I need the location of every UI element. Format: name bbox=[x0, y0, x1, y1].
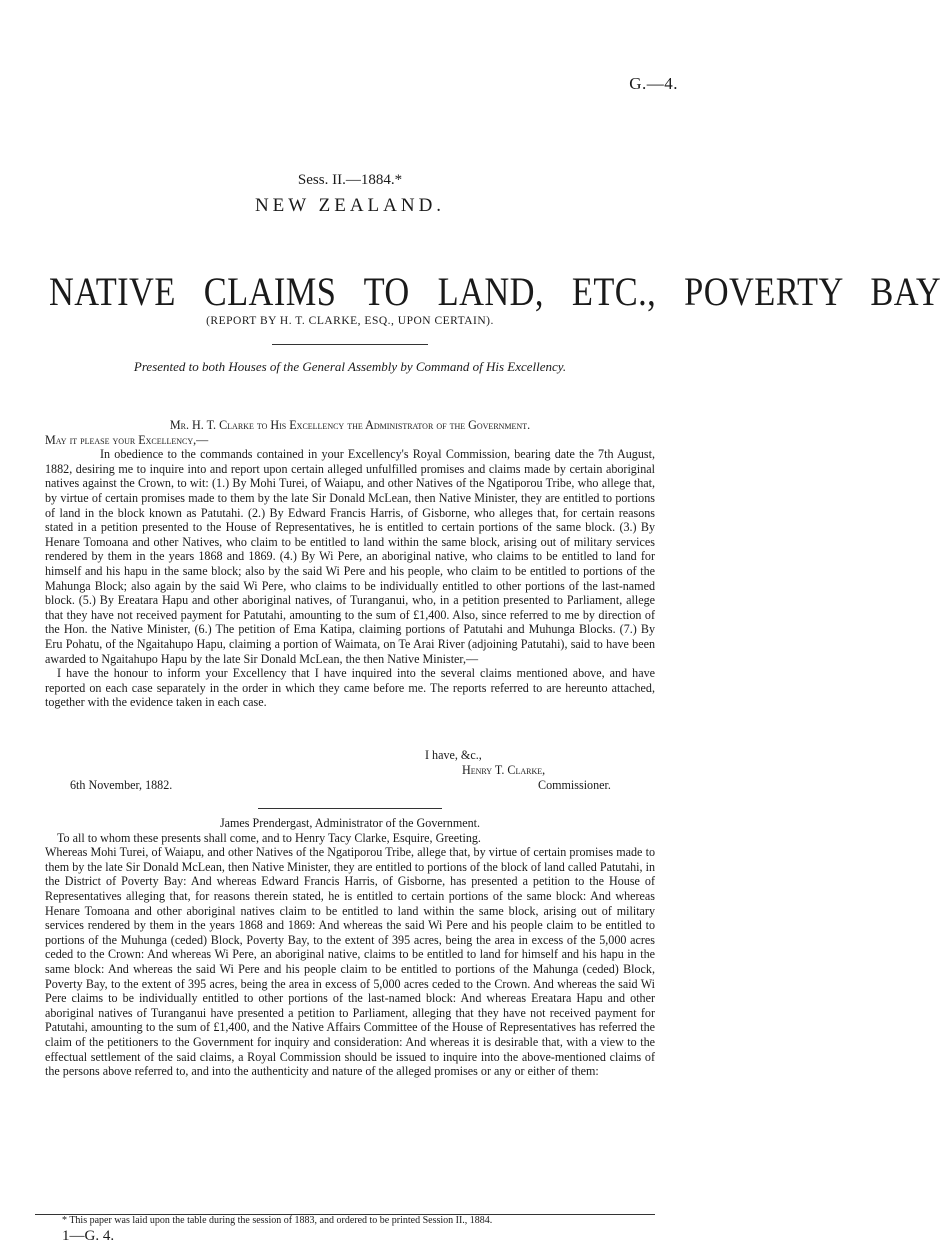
page-signature: 1—G. 4. bbox=[62, 1228, 115, 1244]
footnote: * This paper was laid upon the table during the session of 1883, and ordered to be printed Session II., 1884. bbox=[62, 1215, 493, 1226]
signatory-name: Henry T. Clarke, bbox=[462, 763, 546, 777]
page-subtitle: (REPORT BY H. T. CLARKE, ESQ., UPON CERTAIN). bbox=[206, 315, 494, 327]
report-letter bbox=[45, 418, 655, 710]
letter-date: 6th November, 1882. bbox=[70, 778, 173, 792]
closing-line: I have, &c., bbox=[425, 748, 482, 762]
commission-greeting: To all to whom these presents shall come, and to Henry Tacy Clarke, Esquire, Greeting. bbox=[57, 830, 481, 845]
commission-heading: James Prendergast, Administrator of the Government. bbox=[219, 816, 481, 830]
presented-note: Presented to both Houses of the General Assembly by Command of His Excellency. bbox=[133, 359, 567, 374]
letter-paragraph: In obedience to the commands contained in your Excellency's Royal Commission, bearing date the 7th August, 1882, desiring me to inquire into and report upon certain alleged unfulfilled promises and claims made by certain aboriginal natives against the Crown, to wit: (1.) By Mohi Turei, of Waiapu, and other Natives of the Ngatiporou Tribe, who allege that, by virtue of certain promises made to them by the late Sir Donald McLean, then Native Minister, they are entitled to portions of land in the block known as Patutahi. (2.) By Edward Francis Harris, of Gisborne, who alleges that, for certain reasons stated in a petition presented to the House of Representatives, he is entitled to certain portions of the same block. (3.) By Henare Tomoana and other Natives, who claim to be entitled to land within the same block, arising out of military services rendered by them in the years 1868 and 1869. (4.) By Wi Pere, an aboriginal native, who claims to be entitled to land for himself and his hapu in the same block; also by the said Wi Pere and his people, who claim to be entitled to portions of the Mahunga Block; also again by the said Wi Pere, who claims to be individually entitled to other portions of the last-named block. (5.) By Ereatara Hapu and other aboriginal natives, of Turanganui, who, in a petition presented to Parliament, allege that they have not received payment for Patutahi, amounting to the sum of £1,400. Also, since referred to me by direction of the Hon. the Native Minister, (6.) The petition of Ema Katipa, claiming portions of Patutahi and Muhunga Blocks. (7.) By Eru Pohatu, of the Ngaitahupo Hapu, claiming a portion of Waimata, on Te Arai River (adjoining Patutahi), said to have been awarded to Ngaitahupo Hapu by the late Sir Donald McLean, the then Native Minister,— bbox=[45, 447, 655, 666]
divider bbox=[258, 808, 442, 809]
salutation: May it please your Excellency,— bbox=[45, 432, 209, 447]
divider bbox=[272, 344, 428, 345]
page-title: NATIVE CLAIMS TO LAND, ETC., POVERTY BAY bbox=[49, 269, 941, 314]
document-reference: G.—4. bbox=[629, 74, 678, 93]
country-label: NEW ZEALAND. bbox=[254, 195, 446, 216]
letter-second-paragraph: I have the honour to inform your Excellency that I have inquired into the several claims mentioned above, and have reported on each case separately in the order in which they came before me. The reports referred to are hereunto attached, together with the evidence taken in each case. bbox=[45, 666, 655, 710]
signatory-role: Commissioner. bbox=[538, 778, 611, 792]
commission bbox=[45, 816, 655, 1079]
commission-text: Whereas Mohi Turei, of Waiapu, and other Natives of the Ngatiporou Tribe, allege that, by virtue of certain promises made to them by the late Sir Donald McLean, then Native Minister, they are entitled to portions of the block of land called Patutahi, in the District of Poverty Bay: And whereas Edward Francis Harris, of Gisborne, has presented a petition to the House of Representatives alleging that, for reasons therein stated, he is entitled to certain portions of the same block: And whereas Henare Tomoana and other aboriginal natives claim to be entitled to land within the same block, arising out of military services rendered by them in the years 1868 and 1869: And whereas the said Wi Pere and his people claim to be entitled to portions of the Muhunga (ceded) Block, Poverty Bay, to the extent of 395 acres, being the area in excess of the 5,000 acres ceded to the Crown: And whereas Wi Pere, an aboriginal native, claims to be entitled to land for himself and his hapu in the same block: And whereas the said Wi Pere and his people claim to be entitled to portions of the Mahunga (ceded) Block, Poverty Bay, to the extent of 395 acres, being the area in excess of 5,000 acres ceded to the Crown. And whereas the said Wi Pere claims to be individually entitled to other portions of the last-named block: And whereas Ereatara Hapu and other aboriginal natives of Turanganui have presented a petition to Parliament, alleging that they have not received payment for Patutahi, amounting to the sum of £1,400, and the Native Affairs Committee of the House of Representatives has referred the claim of the petitioners to the Government for inquiry and consideration: And whereas it is desirable that, with a view to the effectual settlement of the said claims, a Royal Commission should be issued to inquire into the above-mentioned claims of the persons above referred to, and into the authenticity and nature of the alleged promises or any or either of them: bbox=[45, 845, 655, 1079]
letter-heading: Mr. H. T. Clarke to His Excellency the Administrator of the Government. bbox=[169, 418, 531, 432]
session-label: Sess. II.—1884.* bbox=[297, 172, 403, 188]
